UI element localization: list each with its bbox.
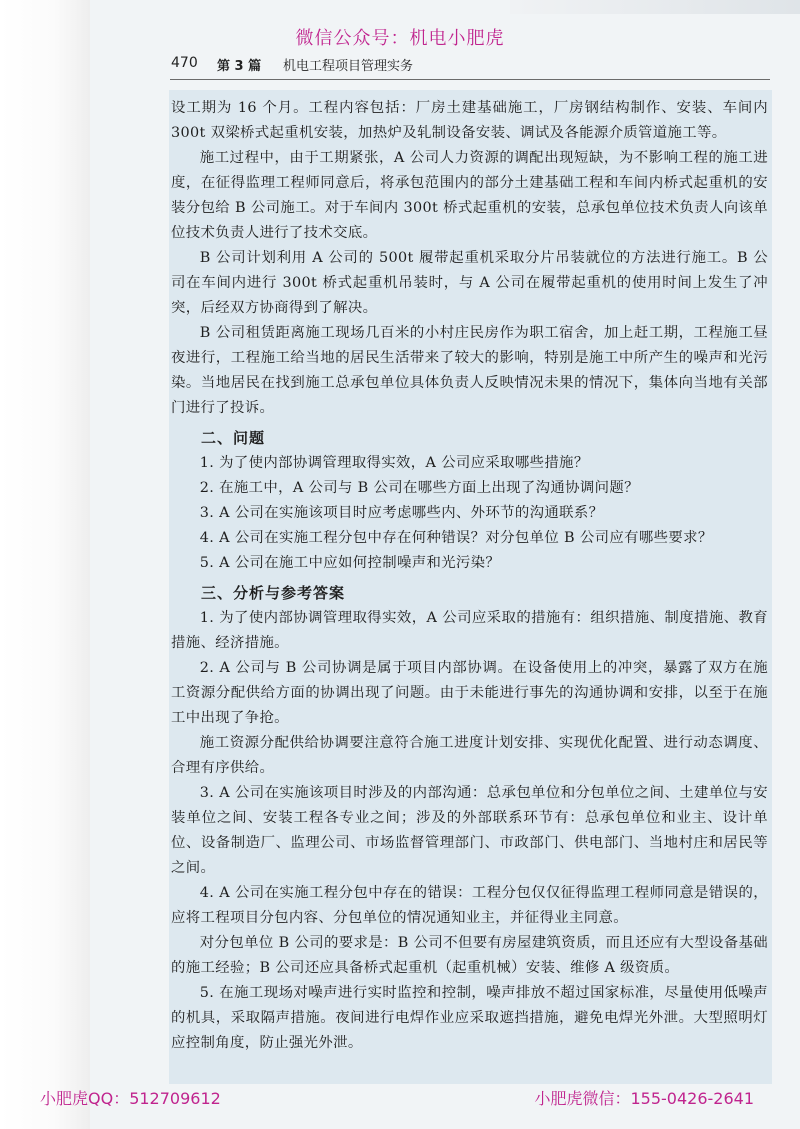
question-item: 4. A 公司在实施工程分包中存在何种错误？对分包单位 B 公司应有哪些要求？ xyxy=(199,530,713,546)
watermark-wechat: 小肥虎微信：155-0426-2641 xyxy=(534,1089,754,1108)
questions-heading: 二、问题 xyxy=(201,429,266,447)
answer-paragraph: 4. A 公司在实施工程分包中存在的错误：工程分包仅仅征得监理工程师同意是错误的，应将工程项目分包内容、分包单位的情况通知业主，并征得业主同意。 xyxy=(171,885,768,926)
question-item: 5. A 公司在施工中应如何控制噪声和光污染？ xyxy=(199,555,501,571)
part-label: 第 3 篇 xyxy=(217,59,262,74)
watermark-top: 微信公众号：机电小肥虎 xyxy=(295,28,505,49)
paragraph: B 公司租赁距离施工现场几百米的小村庄民房作为职工宿舍，加上赶工期，工程施工昼夜进行，工程施工给当地的居民生活带来了较大的影响，特别是施工中所产生的噪声和光污染。当地居民在找到施工总承包单位具体负责人反映情况未果的情况下，集体向当地有关部门进行了投诉。 xyxy=(171,325,768,416)
content-body xyxy=(171,96,768,1056)
question-item: 3. A 公司在实施该项目时应考虑哪些内、外环节的沟通联系？ xyxy=(199,505,604,521)
answer-paragraph: 2. A 公司与 B 公司协调是属于项目内部协调。在设备使用上的冲突，暴露了双方在施工资源分配供给方面的协调出现了问题。由于未能进行事先的沟通协调和安排，以至于在施工中出现了争抢。 xyxy=(171,660,768,726)
watermark-qq: 小肥虎QQ：512709612 xyxy=(40,1089,221,1108)
answer-paragraph: 5. 在施工现场对噪声进行实时监控和控制，噪声排放不超过国家标准，尽量使用低噪声的机具，采取隔声措施。夜间进行电焊作业应采取遮挡措施，避免电焊光外泄。大型照明灯应控制角度，防止强光外泄。 xyxy=(171,985,768,1051)
running-header xyxy=(133,52,773,76)
paragraph: 设工期为 16 个月。工程内容包括：厂房土建基础施工，厂房钢结构制作、安装、车间内 300t 双梁桥式起重机安装，加热炉及轧制设备安装、调试及各能源介质管道施工等。 xyxy=(171,100,768,141)
book-section-title: 机电工程项目管理实务 xyxy=(283,59,414,74)
question-item: 2. 在施工中，A 公司与 B 公司在哪些方面上出现了沟通协调问题？ xyxy=(199,480,639,496)
header-rule xyxy=(170,79,770,80)
page-gutter xyxy=(0,0,90,1129)
paragraph: 施工过程中，由于工期紧张，A 公司人力资源的调配出现短缺，为不影响工程的施工进度，在征得监理工程师同意后，将承包范围内的部分土建基础工程和车间内桥式起重机的安装分包给 B 公司施工。对于车间内 300t 桥式起重机的安装，总承包单位技术负责人向该单位技术负责人进行了技术交底。 xyxy=(171,150,768,241)
answers-heading: 三、分析与参考答案 xyxy=(201,584,346,602)
answer-paragraph: 对分包单位 B 公司的要求是：B 公司不但要有房屋建筑资质，而且还应有大型设备基础的施工经验；B 公司还应具备桥式起重机（起重机械）安装、维修 A 级资质。 xyxy=(171,935,768,976)
top-edge-strip xyxy=(510,0,800,14)
question-item: 1. 为了使内部协调管理取得实效，A 公司应采取哪些措施？ xyxy=(199,455,589,471)
questions-list xyxy=(171,451,768,576)
answer-paragraph: 1. 为了使内部协调管理取得实效，A 公司应采取的措施有：组织措施、制度措施、教育措施、经济措施。 xyxy=(171,610,768,651)
answer-paragraph: 3. A 公司在实施该项目时涉及的内部沟通：总承包单位和分包单位之间、土建单位与安装单位之间、安装工程各专业之间；涉及的外部联系环节有：总承包单位和业主、设计单位、设备制造厂、监理公司、市场监督管理部门、市政部门、供电部门、当地村庄和居民等之间。 xyxy=(171,785,768,876)
answer-paragraph: 施工资源分配供给协调要注意符合施工进度计划安排、实现优化配置、进行动态调度、合理有序供给。 xyxy=(171,735,768,776)
paragraph: B 公司计划利用 A 公司的 500t 履带起重机采取分片吊装就位的方法进行施工。B 公司在车间内进行 300t 桥式起重机吊装时，与 A 公司在履带起重机的使用时间上发生了冲突，后经双方协商得到了解决。 xyxy=(171,250,768,316)
page-number: 470 xyxy=(171,55,198,71)
